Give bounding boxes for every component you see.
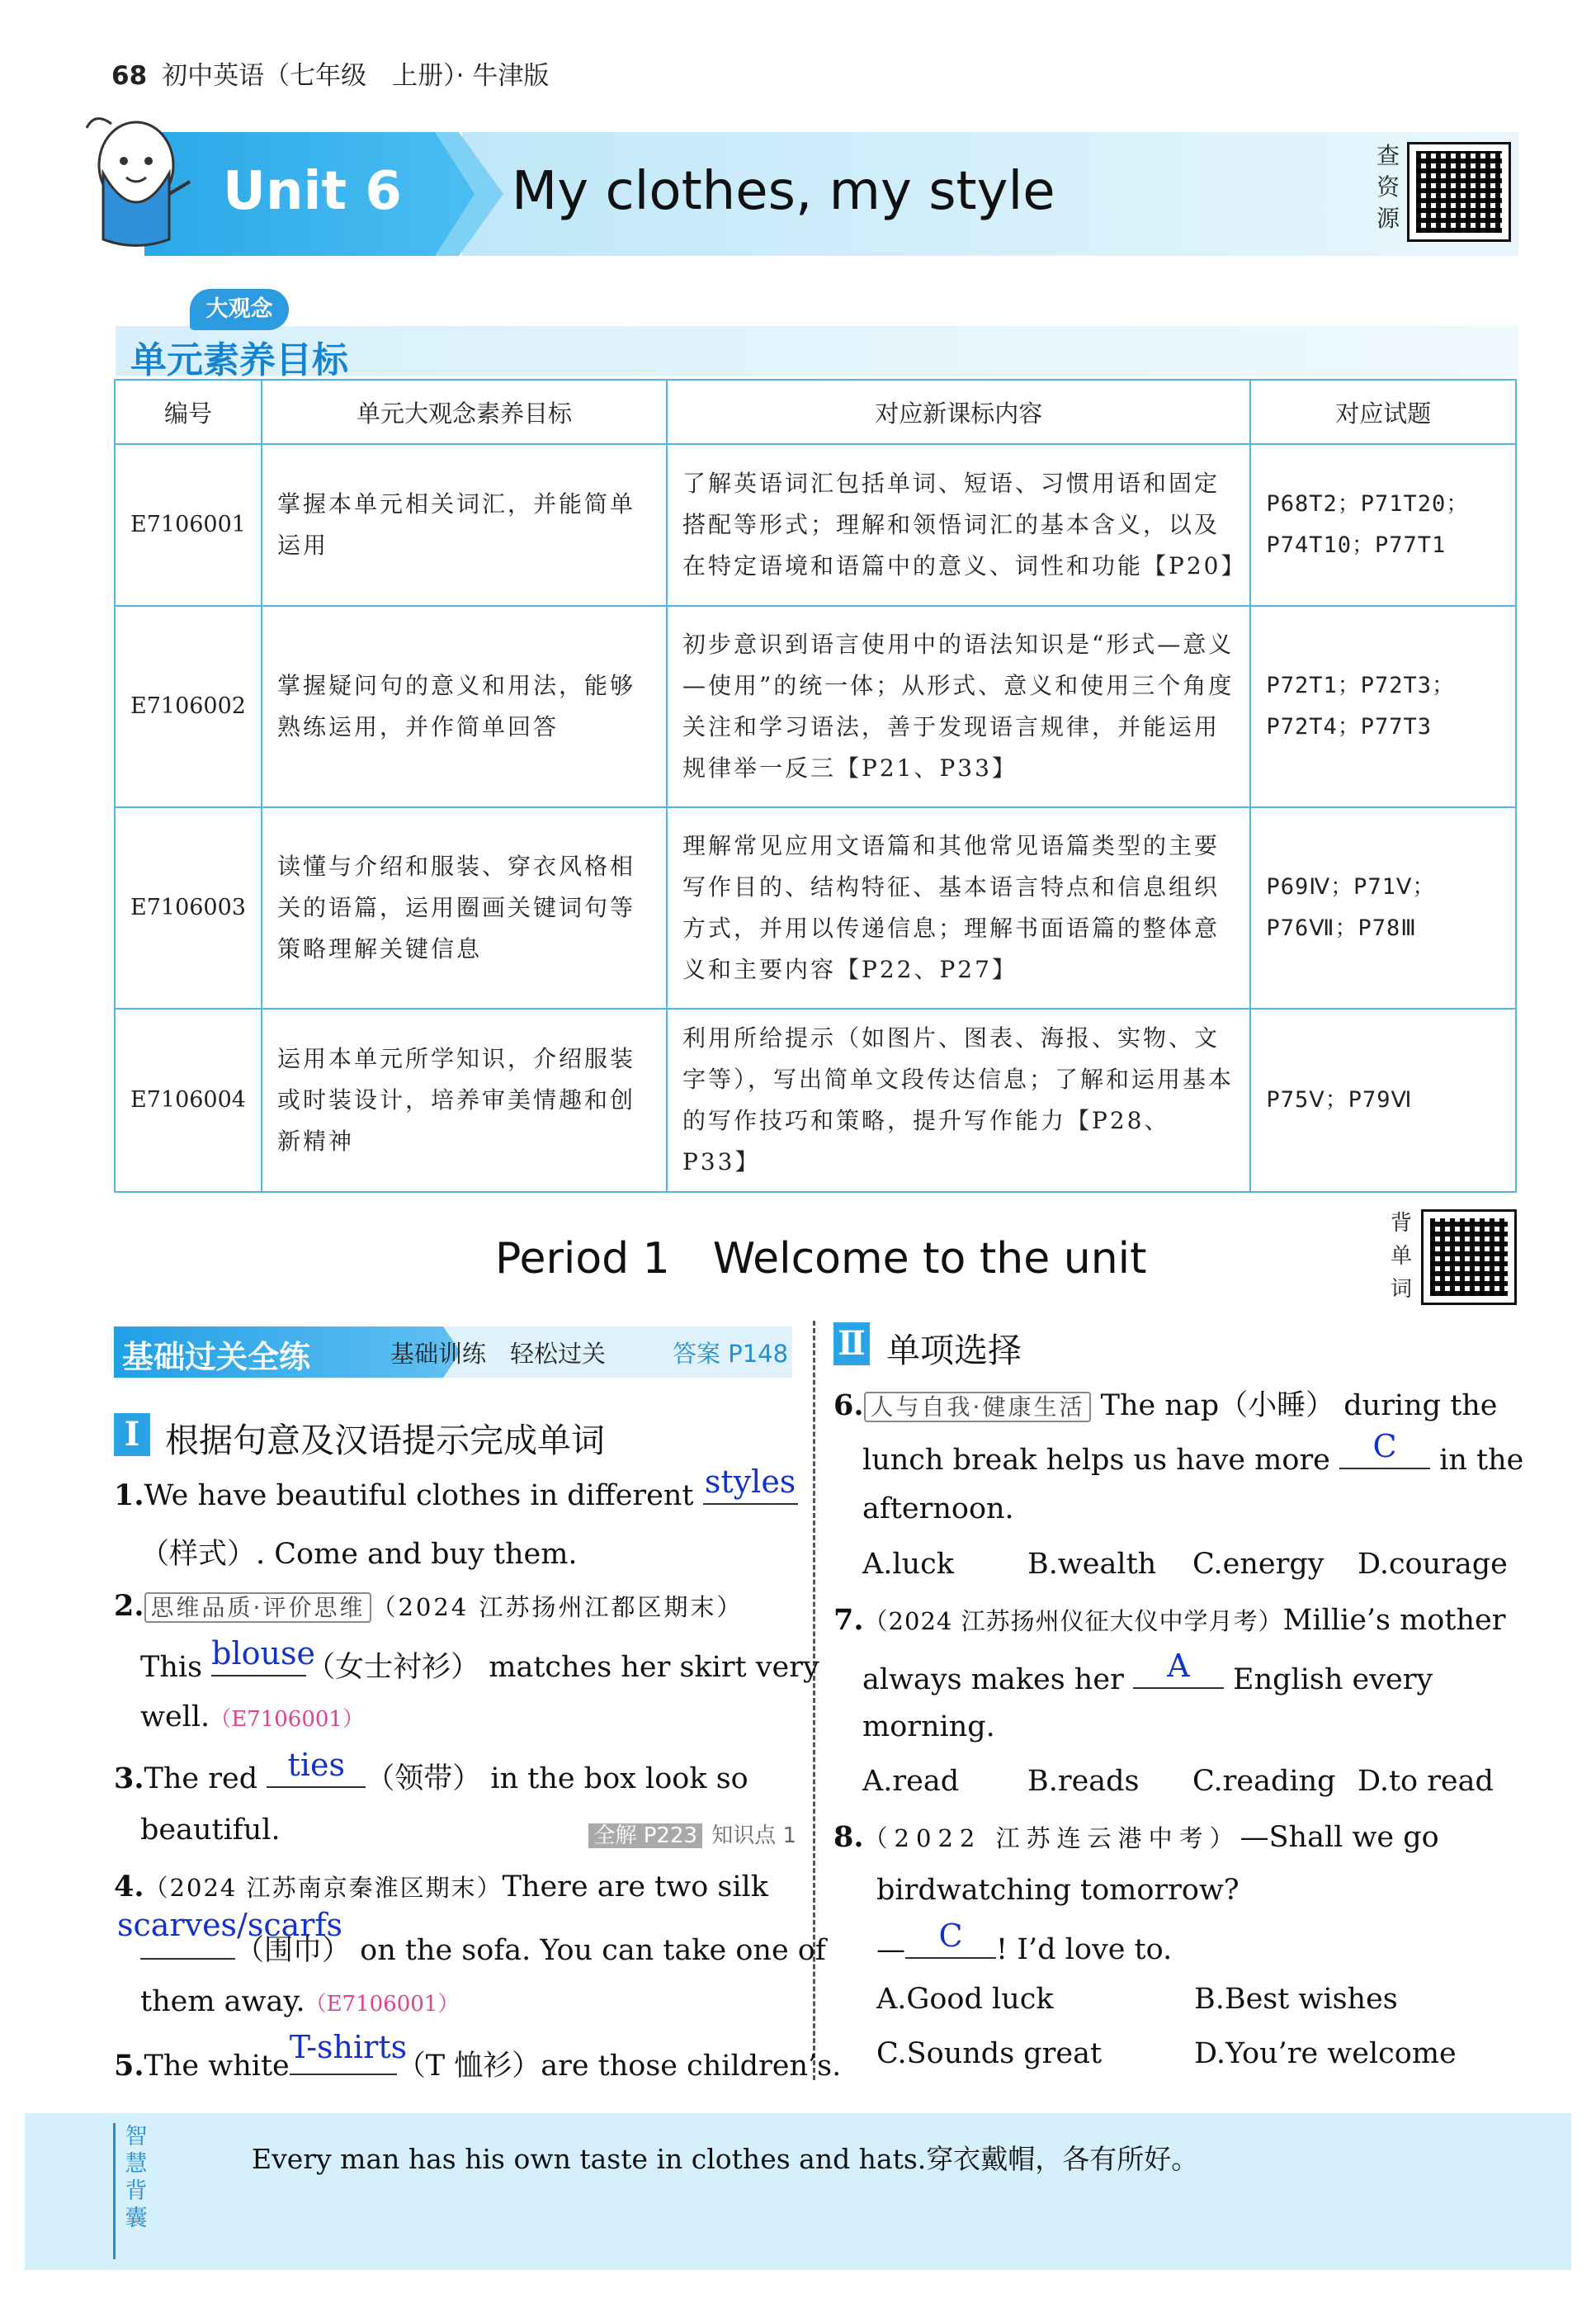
standard-text: 了解英语词汇包括单词、短语、习惯用语和固定搭配等形式；理解和领悟词汇的基本含义，以及在特定语境和语篇中的意义、词性和功能【P20】: [667, 444, 1251, 606]
section-number: Ⅰ: [114, 1413, 150, 1456]
question-number: 4.: [114, 1870, 144, 1903]
goal-text: 读懂与介绍和服装、穿衣风格相关的语篇，运用圈画关键词句等策略理解关键信息: [262, 807, 667, 1009]
test-refs: P69Ⅳ；P71Ⅴ；P76Ⅶ；P78Ⅲ: [1250, 807, 1516, 1009]
question-8: [833, 1820, 1439, 1854]
option-label: A.Good luck: [876, 1983, 1054, 2016]
book-title: 初中英语（七年级 上册）· 牛津版: [162, 61, 550, 91]
question-text: （领带） in the box look so: [366, 1762, 748, 1795]
question-6-line3: [862, 1492, 1014, 1525]
question-text: （女士衬衫） matches her skirt very: [306, 1651, 819, 1684]
goal-code-ref: （E7106001）: [210, 1707, 364, 1732]
option-label: A.luck: [862, 1548, 954, 1581]
standard-text: 理解常见应用文语篇和其他常见语篇类型的主要写作目的、结构特征、基本语言特点和信息组织方式，并用以传递信息；理解书面语篇的整体意义和主要内容【P22、P27】: [667, 807, 1251, 1009]
standard-text: 初步意识到语言使用中的语法知识是“形式—意义—使用”的统一体；从形式、意义和使用三个角度关注和学习语法，善于发现语言规律，并能运用规律举一反三【P21、P33】: [667, 606, 1251, 807]
handwritten-answer: blouse: [211, 1635, 315, 1672]
question-text: We have beautiful clothes in different: [144, 1479, 703, 1512]
option-label: C.energy: [1192, 1548, 1324, 1581]
answer-blank[interactable]: [1133, 1648, 1224, 1689]
goals-table: [114, 379, 1517, 1193]
qr-code-icon[interactable]: [1407, 142, 1511, 242]
question-source: （2024 江苏扬州仪征大仪中学月考）: [863, 1607, 1283, 1635]
answer-blank[interactable]: [211, 1635, 315, 1676]
question-text: birdwatching tomorrow?: [876, 1874, 1239, 1907]
page-number: 68: [111, 61, 148, 91]
answer-reference: 答案 P148: [673, 1340, 789, 1368]
question-2: [114, 1589, 743, 1623]
column-header: 对应试题: [1250, 380, 1516, 444]
question-2-line3: [140, 1700, 364, 1733]
knowledge-point-label: 知识点 1: [711, 1823, 796, 1848]
question-number: 3.: [114, 1762, 144, 1795]
goal-code: E7106001: [115, 444, 262, 606]
option-d[interactable]: [1358, 1548, 1508, 1581]
question-text: （T 恤衫）are those children’s.: [396, 2050, 842, 2083]
page-header: [111, 54, 549, 92]
question-text: —Shall we go: [1239, 1821, 1439, 1854]
table-header-row: [115, 380, 1516, 444]
option-label: D.courage: [1358, 1548, 1508, 1581]
question-number: 5.: [114, 2049, 144, 2083]
option-label: C.reading: [1192, 1765, 1336, 1798]
handwritten-answer: styles: [704, 1464, 796, 1500]
question-text: beautiful.: [140, 1814, 281, 1847]
option-b[interactable]: [1194, 1983, 1398, 2016]
unit-label: Unit 6: [223, 161, 402, 222]
handwritten-answer: T-shirts: [289, 2029, 408, 2065]
test-refs: P75Ⅴ；P79Ⅵ: [1250, 1009, 1516, 1192]
handwritten-answer: ties: [287, 1747, 345, 1783]
qr-code-icon[interactable]: [1421, 1209, 1517, 1305]
question-1-cont: [140, 1531, 578, 1572]
option-c[interactable]: [1192, 1765, 1336, 1798]
column-header: 单元大观念素养目标: [262, 380, 667, 444]
table-row: [115, 1009, 1516, 1192]
table-row: [115, 444, 1516, 606]
question-text: morning.: [862, 1710, 995, 1743]
period-title: Period 1 Welcome to the unit: [495, 1234, 1147, 1284]
practice-bar-subtitle: 基础训练 轻松过关: [390, 1340, 607, 1368]
goal-code: E7106004: [115, 1009, 262, 1192]
option-label: B.Best wishes: [1194, 1983, 1398, 2016]
knowledge-point-tag: 全解 P223: [588, 1823, 702, 1848]
standard-text: 利用所给提示（如图片、图表、海报、实物、文字等），写出简单文段传达信息；了解和运用基本的写作技巧和策略，提升写作能力【P28、P33】: [667, 1009, 1251, 1192]
goal-text: 掌握疑问句的意义和用法，能够熟练运用，并作简单回答: [262, 606, 667, 807]
question-text: ! I’d love to.: [996, 1933, 1173, 1966]
question-7-line3: [862, 1710, 995, 1743]
option-label: B.wealth: [1027, 1548, 1157, 1581]
question-1: [114, 1464, 798, 1512]
option-label: D.You’re welcome: [1194, 2037, 1457, 2070]
unit-title: My clothes, my style: [512, 161, 1055, 222]
option-label: D.to read: [1358, 1765, 1494, 1798]
section-title: 根据句意及汉语提示完成单词: [165, 1421, 605, 1460]
question-source: （2024 江苏扬州江都区期末）: [371, 1593, 744, 1621]
mascot-icon: [78, 116, 194, 256]
column-header: 对应新课标内容: [667, 380, 1251, 444]
section-title: 单项选择: [886, 1331, 1022, 1370]
question-source: （2022 江苏连云港中考）: [863, 1824, 1240, 1852]
question-number: 2.: [114, 1589, 144, 1623]
answer-blank[interactable]: [1339, 1428, 1430, 1469]
question-4-line2: [117, 1907, 826, 1969]
question-text: Millie’s mother: [1282, 1604, 1506, 1637]
option-a[interactable]: [876, 1983, 1054, 2016]
goals-badge: 大观念: [190, 289, 289, 330]
goal-code-ref: （E7106001）: [305, 1992, 460, 2017]
table-row: [115, 606, 1516, 807]
question-7: [833, 1603, 1505, 1637]
question-text: （样式）. Come and buy them.: [140, 1538, 578, 1571]
goal-code: E7106003: [115, 807, 262, 1009]
section-number: Ⅱ: [833, 1322, 870, 1365]
question-number: 6.: [833, 1388, 864, 1422]
question-text: This: [140, 1651, 212, 1684]
handwritten-answer: scarves/scarfs: [117, 1907, 343, 1943]
option-d[interactable]: [1358, 1765, 1494, 1798]
handwritten-answer: C: [938, 1918, 963, 1954]
question-2-line2: [140, 1635, 819, 1686]
question-text: them away.: [140, 1985, 305, 2018]
goals-title: 单元素养目标: [130, 339, 348, 381]
option-label: C.Sounds great: [876, 2037, 1103, 2070]
motto-side-label: 智慧背囊: [125, 2124, 148, 2231]
motto-rule: [113, 2123, 116, 2259]
test-refs: P68T2；P71T20；P74T10；P77T1: [1250, 444, 1516, 606]
question-3-line2: [140, 1814, 796, 1847]
question-8-line2: [876, 1874, 1239, 1907]
test-refs: P72T1；P72T3；P72T4；P77T3: [1250, 606, 1516, 807]
question-6: [833, 1383, 1498, 1424]
question-tag: 人与自我·健康生活: [864, 1392, 1092, 1422]
question-4: [114, 1870, 768, 1903]
option-b[interactable]: [1027, 1548, 1156, 1581]
question-text: The nap（小睡） during the: [1100, 1389, 1498, 1422]
question-8-line3: [876, 1918, 1173, 1966]
question-text: always makes her: [862, 1663, 1133, 1696]
question-number: 1.: [114, 1478, 144, 1512]
motto-text: Every man has his own taste in clothes and hats.穿衣戴帽，各有所好。: [252, 2143, 1199, 2175]
question-text: lunch break helps us have more: [862, 1444, 1340, 1477]
option-a[interactable]: [862, 1765, 959, 1798]
question-number: 8.: [833, 1820, 864, 1854]
question-text: The white: [144, 2050, 290, 2083]
question-text: in the: [1430, 1444, 1524, 1477]
handwritten-answer: C: [1372, 1428, 1397, 1464]
question-text: There are two silk: [502, 1870, 768, 1903]
handwritten-answer: A: [1167, 1648, 1190, 1684]
question-text: The red: [144, 1762, 267, 1795]
option-c[interactable]: [876, 2037, 1102, 2070]
option-a[interactable]: [862, 1548, 954, 1581]
question-source: （2024 江苏南京秦淮区期末）: [144, 1874, 503, 1902]
goal-text: 掌握本单元相关词汇，并能简单运用: [262, 444, 667, 606]
question-7-line2: [862, 1648, 1433, 1696]
question-text: well.: [140, 1700, 210, 1733]
question-text: English every: [1223, 1663, 1433, 1696]
qr-vocab-label: 背单词: [1391, 1211, 1413, 1302]
answer-blank[interactable]: [905, 1918, 996, 1959]
question-tag: 思维品质·评价思维: [144, 1592, 372, 1623]
option-b[interactable]: [1027, 1765, 1140, 1798]
goal-text: 运用本单元所学知识，介绍服装或时装设计，培养审美情趣和创新精神: [262, 1009, 667, 1192]
option-c[interactable]: [1192, 1548, 1324, 1581]
question-5: [114, 2029, 842, 2084]
motto-band: [25, 2113, 1571, 2270]
option-label: B.reads: [1027, 1765, 1140, 1798]
table-row: [115, 807, 1516, 1009]
question-3: [114, 1747, 748, 1797]
goal-code: E7106002: [115, 606, 262, 807]
answer-blank[interactable]: [703, 1464, 798, 1505]
option-d[interactable]: [1194, 2037, 1457, 2070]
answer-blank[interactable]: [289, 2029, 408, 2075]
option-label: A.read: [862, 1765, 960, 1798]
question-6-line2: [862, 1428, 1524, 1477]
answer-blank[interactable]: [117, 1907, 343, 1960]
qr-resource-label: 查资源: [1376, 142, 1400, 232]
column-header: 编号: [115, 380, 262, 444]
question-4-line3: [140, 1985, 459, 2018]
question-text: —: [876, 1933, 905, 1966]
question-number: 7.: [833, 1603, 864, 1637]
answer-blank[interactable]: [267, 1747, 366, 1788]
practice-bar-title: 基础过关全练: [122, 1339, 311, 1375]
question-text: （围巾） on the sofa. You can take one of: [235, 1934, 826, 1967]
question-text: afternoon.: [862, 1492, 1014, 1525]
